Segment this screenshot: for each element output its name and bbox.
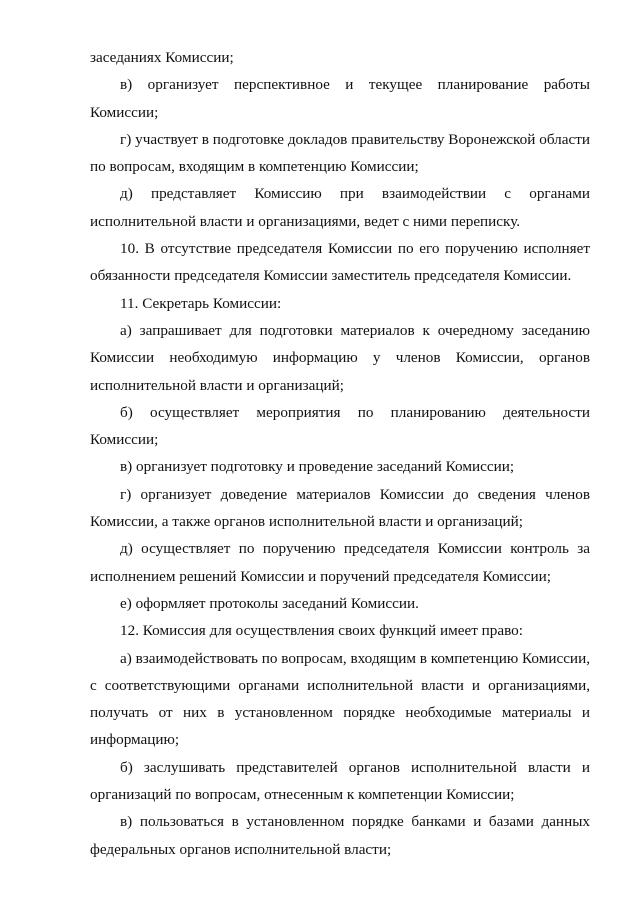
paragraph-item-d-control: д) осуществляет по поручению председателя Комиссии контроль за исполнением решений Комиссии и поручений председателя Комиссии; xyxy=(90,540,590,585)
paragraph-continuation: заседаниях Комиссии; xyxy=(90,49,234,66)
paragraph-clause-10: 10. В отсутствие председателя Комиссии по его поручению исполняет обязанности председателя Комиссии заместитель председателя Комиссии. xyxy=(90,240,590,285)
paragraph-item-b-activities: б) осуществляет мероприятия по планированию деятельности Комиссии; xyxy=(90,403,590,449)
paragraph-item-a-requests: а) запрашивает для подготовки материалов к очередному заседанию Комиссии необходимую информацию у членов Комиссии, органов исполнительной власти и организаций; xyxy=(90,321,590,394)
paragraph-item-e-protocols: е) оформляет протоколы заседаний Комиссии. xyxy=(120,594,419,612)
paragraph-item-d-represents: д) представляет Комиссию при взаимодействии с органами исполнительной власти и организациями, ведет с ними переписку. xyxy=(90,185,590,230)
document-body xyxy=(90,44,590,863)
paragraph-item-v-planning: в) организует перспективное и текущее планирование работы Комиссии; xyxy=(90,76,590,121)
paragraph-item-b-hear: б) заслушивать представителей органов исполнительной власти и организаций по вопросам, отнесенным к компетенции Комиссии; xyxy=(90,758,590,804)
paragraph-clause-12-heading: 12. Комиссия для осуществления своих функций имеет право: xyxy=(120,622,523,640)
paragraph-item-a-interact: а) взаимодействовать по вопросам, входящим в компетенцию Комиссии, с соответствующими органами исполнительной власти и организациями, получать от них в установленном порядке необходимые материалы и информацию; xyxy=(90,649,590,749)
paragraph-clause-11-heading: 11. Секретарь Комиссии: xyxy=(120,294,282,312)
paragraph-item-g-reports: г) участвует в подготовке докладов правительству Воронежской области по вопросам, входящим в компетенцию Комиссии; xyxy=(90,130,590,176)
paragraph-item-v-meetings: в) организует подготовку и проведение заседаний Комиссии; xyxy=(120,458,515,476)
paragraph-item-v-databases: в) пользоваться в установленном порядке банками и базами данных федеральных органов исполнительной власти; xyxy=(90,813,590,858)
paragraph-item-g-materials: г) организует доведение материалов Комиссии до сведения членов Комиссии, а также органов исполнительной власти и организаций; xyxy=(90,485,590,531)
